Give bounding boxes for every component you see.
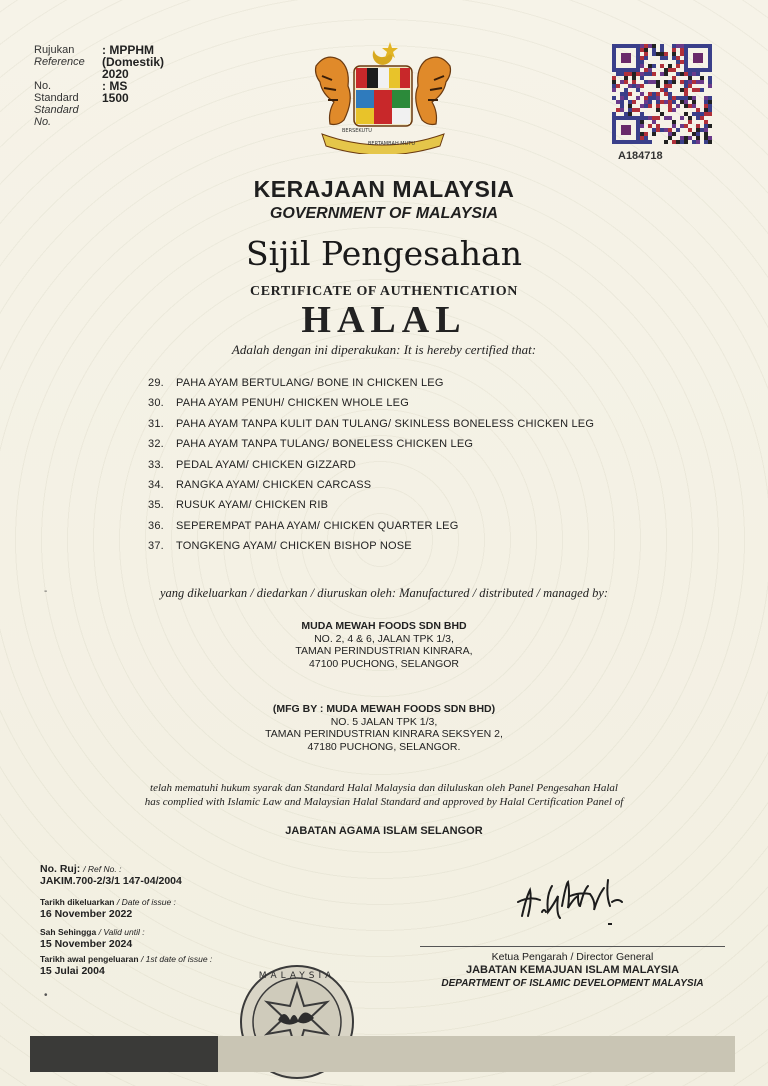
item-text: PEDAL AYAM/ CHICKEN GIZZARD: [176, 458, 357, 471]
valid-until-label-en: / Valid until :: [98, 927, 145, 937]
item-text: PAHA AYAM BERTULANG/ BONE IN CHICKEN LEG: [176, 377, 444, 389]
item-number: 33.: [148, 458, 164, 471]
item-number: 34.: [148, 478, 164, 491]
issue-date-block: [40, 896, 176, 920]
list-item: [148, 459, 628, 479]
margin-mark: •: [44, 990, 48, 1001]
company-address: [0, 620, 768, 670]
ref-no-label-en: / Ref No. :: [83, 864, 122, 874]
ref-no-value: JAKIM.700-2/3/1 147-04/2004: [40, 875, 182, 887]
certifying-authority: JABATAN AGAMA ISLAM SELANGOR: [285, 825, 483, 837]
crest-motto-left: BERSEKUTU: [342, 128, 372, 134]
certificate-title-ms: Sijil Pengesahan: [246, 234, 522, 273]
reference-value: : MPPHM (Domestik) 2020: [102, 43, 165, 81]
valid-until-block: [40, 926, 145, 950]
item-text: RUSUK AYAM/ CHICKEN RIB: [176, 499, 329, 512]
item-text: SEPEREMPAT PAHA AYAM/ CHICKEN QUARTER LEG: [176, 519, 459, 532]
list-item: [148, 418, 628, 438]
compliance-statement-ms: telah mematuhi hukum syarak dan Standard Halal Malaysia dan diluluskan oleh Panel Pengesahan Halal: [150, 782, 618, 794]
certificate-title-en: CERTIFICATE OF AUTHENTICATION: [250, 284, 518, 299]
issue-date-label: Tarikh dikeluarkan: [40, 897, 115, 907]
director-department-en: DEPARTMENT OF ISLAMIC DEVELOPMENT MALAYSIA: [441, 978, 704, 989]
standard-label-en-2: No.: [34, 116, 52, 128]
valid-until-label: Sah Sehingga: [40, 927, 97, 937]
first-issue-label-en: / 1st date of issue :: [140, 954, 213, 964]
qr-code: [612, 44, 712, 144]
issue-date-label-en: / Date of issue :: [116, 897, 176, 907]
serial-number: A184718: [618, 150, 663, 162]
first-issue-label: Tarikh awal pengeluaran: [40, 954, 139, 964]
item-number: 32.: [148, 438, 164, 451]
first-issue-value: 15 Julai 2004: [40, 965, 105, 977]
item-number: 36.: [148, 519, 164, 532]
valid-until-value: 15 November 2024: [40, 938, 133, 950]
director-department-ms: JABATAN KEMAJUAN ISLAM MALAYSIA: [465, 964, 680, 976]
item-text: PAHA AYAM TANPA KULIT DAN TULANG/ SKINLESS BONELESS CHICKEN LEG: [176, 417, 595, 430]
manufacturer-name: (MFG BY : MUDA MEWAH FOODS SDN BHD): [272, 703, 496, 715]
product-list: [148, 377, 628, 561]
certify-statement: Adalah dengan ini diperakukan: It is hereby certified that:: [231, 342, 537, 357]
company-address-line: NO. 2, 4 & 6, JALAN TPK 1/3,: [314, 632, 454, 645]
company-address-line: TAMAN PERINDUSTRIAN KINRARA,: [295, 645, 473, 657]
security-strip-dark: [30, 1036, 218, 1072]
manufacturer-address: [0, 703, 768, 753]
crest-motto-right: BERTAMBAH MUTU: [368, 141, 415, 147]
reference-label: Rujukan: [34, 44, 75, 56]
item-text: TONGKENG AYAM/ CHICKEN BISHOP NOSE: [176, 540, 412, 553]
item-text: PAHA AYAM PENUH/ CHICKEN WHOLE LEG: [176, 397, 409, 410]
government-title-en: GOVERNMENT OF MALAYSIA: [269, 205, 499, 222]
coat-of-arms-emblem: [308, 36, 458, 154]
item-text: RANGKA AYAM/ CHICKEN CARCASS: [176, 478, 372, 491]
issue-date-value: 16 November 2022: [40, 908, 133, 920]
reference-number-block: [40, 863, 182, 887]
margin-mark: -: [44, 586, 48, 597]
manufacturer-address-line: TAMAN PERINDUSTRIAN KINRARA SEKSYEN 2,: [265, 728, 503, 740]
list-item: [148, 499, 628, 519]
item-number: 29.: [148, 377, 164, 389]
item-number: 31.: [148, 417, 164, 430]
standard-label-1: No.: [34, 80, 52, 92]
signature-line: [420, 946, 725, 947]
security-strip: [30, 1036, 735, 1072]
list-item: [148, 520, 628, 540]
manufacturer-address-line: 47180 PUCHONG, SELANGOR.: [307, 740, 461, 753]
list-item: [148, 438, 628, 458]
item-text: PAHA AYAM TANPA TULANG/ BONELESS CHICKEN LEG: [176, 438, 474, 451]
manufacturer-address-line: NO. 5 JALAN TPK 1/3,: [330, 715, 438, 728]
item-number: 30.: [148, 397, 164, 410]
list-item: [148, 540, 628, 560]
list-item: [148, 377, 628, 397]
manufactured-by-statement: yang dikeluarkan / diedarkan / diuruskan oleh: Manufactured / distributed / managed by:: [159, 586, 609, 600]
director-signature: [512, 872, 642, 932]
list-item: [148, 397, 628, 417]
standard-label-2: Standard: [34, 92, 79, 104]
compliance-statement-en: has complied with Islamic Law and Malaysian Halal Standard and approved by Halal Certification Panel of: [144, 796, 624, 808]
halal-logo-ring-text: MALAYSIA: [258, 971, 336, 981]
list-item: [148, 479, 628, 499]
first-issue-block: [40, 953, 212, 977]
item-number: 37.: [148, 540, 164, 553]
standard-label-en-1: Standard: [34, 104, 79, 116]
company-address-line: 47100 PUCHONG, SELANGOR: [309, 657, 459, 670]
ref-no-label: No. Ruj:: [40, 863, 81, 875]
director-title: Ketua Pengarah / Director General: [491, 951, 654, 963]
standard-value: : MS 1500: [102, 79, 129, 105]
halal-title: HALAL: [301, 299, 467, 341]
government-title-ms: KERAJAAN MALAYSIA: [253, 176, 515, 202]
reference-label-en: Reference: [34, 56, 85, 68]
company-name: MUDA MEWAH FOODS SDN BHD: [301, 620, 467, 632]
item-number: 35.: [148, 499, 164, 512]
